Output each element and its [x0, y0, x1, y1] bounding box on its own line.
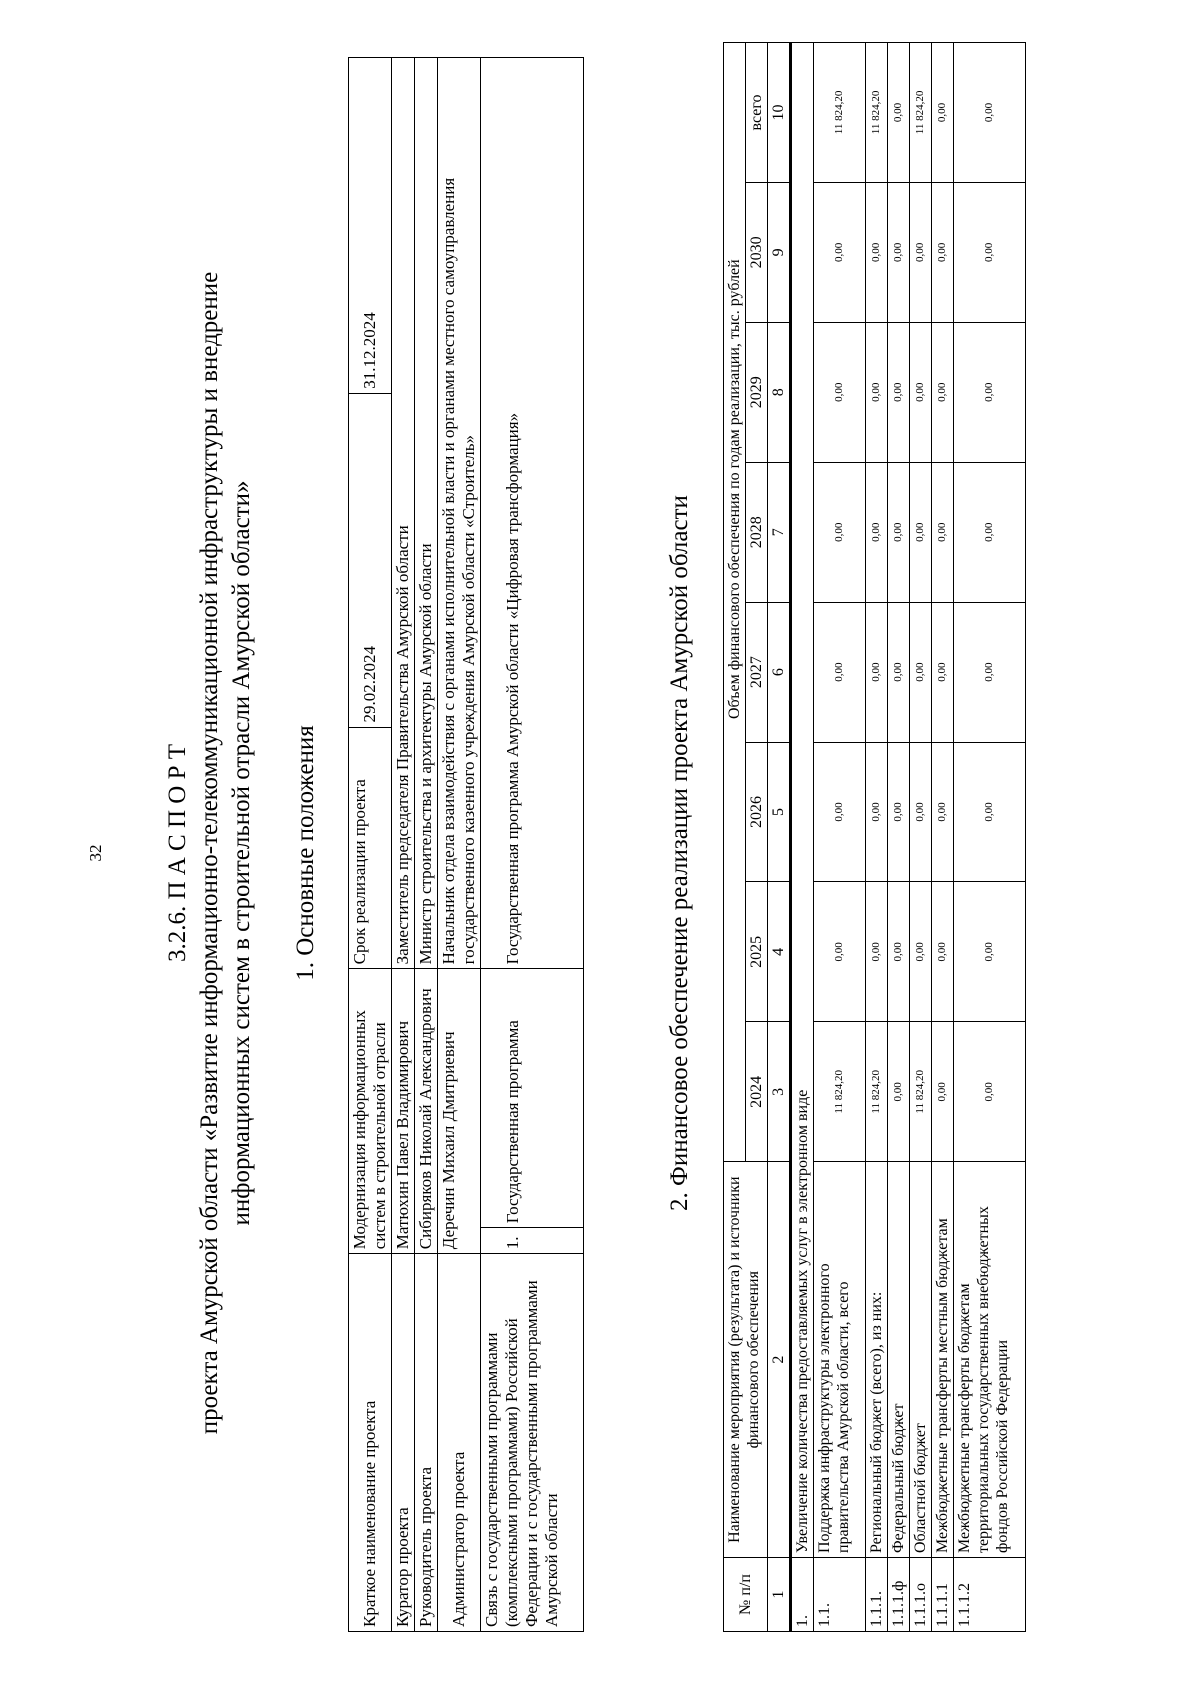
- link-number: 1.: [481, 1228, 584, 1254]
- leader-label: Руководитель проекта: [415, 1254, 438, 1632]
- row-value: 0,00: [932, 882, 954, 1022]
- col-header-year: 2029: [746, 322, 768, 462]
- goal-row: [791, 43, 814, 1632]
- row-value: 0,00: [814, 602, 866, 742]
- col-header-year: 2027: [746, 602, 768, 742]
- row-value: 0,00: [814, 182, 866, 322]
- curator-position: Заместитель председателя Правительства Амурской области: [392, 58, 415, 969]
- admin-label: Администратор проекта: [438, 1254, 481, 1632]
- period-label: Срок реализации проекта: [349, 727, 392, 969]
- row-value: 0,00: [932, 602, 954, 742]
- goal-number: 1.: [791, 1558, 814, 1632]
- row-name: Областной бюджет: [910, 1162, 932, 1558]
- title-line-1: 3.2.6. П А С П О Р Т: [164, 743, 191, 963]
- col-header-name: Наименование мероприятия (результата) и источники финансового обеспечения: [724, 1162, 768, 1558]
- row-value: 11 824,20: [910, 1022, 932, 1162]
- row-value: 0,00: [910, 602, 932, 742]
- row-value: 0,00: [866, 322, 888, 462]
- row-value: 0,00: [910, 182, 932, 322]
- column-number: 9: [768, 182, 791, 322]
- row-value: 11 824,20: [866, 43, 888, 183]
- link-value: Государственная программа Амурской области «Цифровая трансформация»: [481, 58, 584, 969]
- row-value: 0,00: [866, 182, 888, 322]
- col-header-year: 2025: [746, 882, 768, 1022]
- row-value: 0,00: [932, 462, 954, 602]
- col-header-year: 2030: [746, 182, 768, 322]
- page-number: 32: [86, 844, 105, 862]
- col-header-year: 2028: [746, 462, 768, 602]
- table-row: [481, 58, 584, 1632]
- row-value: 0,00: [888, 43, 910, 183]
- column-number: 2: [768, 1162, 791, 1558]
- row-number: 1.1.1.1: [932, 1558, 954, 1632]
- curator-name: Матюхин Павел Владимирович: [392, 969, 415, 1254]
- row-value: 0,00: [910, 322, 932, 462]
- row-value: 0,00: [954, 742, 1026, 882]
- leader-name: Сибиряков Николай Александрович: [415, 969, 438, 1254]
- row-value: 0,00: [954, 462, 1026, 602]
- row-value: 11 824,20: [910, 43, 932, 183]
- document-title: [162, 0, 258, 1706]
- row-value: 0,00: [888, 462, 910, 602]
- title-line-2: проекта Амурской области «Развитие информационно-телекоммуникационной инфраструктуры и внедрение: [196, 271, 223, 1435]
- column-number-row: [768, 43, 791, 1632]
- table-row: [349, 58, 392, 1632]
- row-value: 0,00: [910, 882, 932, 1022]
- row-value: 0,00: [888, 742, 910, 882]
- col-header-year: 2024: [746, 1022, 768, 1162]
- row-value: 0,00: [866, 462, 888, 602]
- row-name: Федеральный бюджет: [888, 1162, 910, 1558]
- admin-position: Начальник отдела взаимодействия с органами исполнительной власти и органами местного самоуправления государственного казенного учреждения Амурской области «Строитель»: [438, 58, 481, 969]
- row-name: Межбюджетные трансферты бюджетам территориальных государственных внебюджетных фондов Российской Федерации: [954, 1162, 1026, 1558]
- row-value: 0,00: [932, 322, 954, 462]
- short-name-label: Краткое наименование проекта: [349, 1254, 392, 1632]
- row-value: 0,00: [910, 462, 932, 602]
- table-row: [866, 43, 888, 1632]
- link-label: Связь с государственными программами (комплексными программами) Российской Федерации и с государственными программами Амурской области: [481, 1254, 584, 1632]
- column-number: 6: [768, 602, 791, 742]
- row-value: 0,00: [866, 882, 888, 1022]
- column-number: 1: [768, 1558, 791, 1632]
- row-value: 0,00: [954, 1022, 1026, 1162]
- row-value: 0,00: [910, 742, 932, 882]
- row-number: 1.1.: [814, 1558, 866, 1632]
- row-value: 11 824,20: [866, 1022, 888, 1162]
- leader-position: Министр строительства и архитектуры Амурской области: [415, 58, 438, 969]
- goal-text: Увеличение количества предоставляемых услуг в электронном виде: [791, 43, 814, 1558]
- row-value: 0,00: [888, 1022, 910, 1162]
- row-value: 0,00: [932, 43, 954, 183]
- column-number: 8: [768, 322, 791, 462]
- row-value: 11 824,20: [814, 1022, 866, 1162]
- column-number: 10: [768, 43, 791, 183]
- row-value: 0,00: [814, 322, 866, 462]
- section1-heading: 1. Основные положения: [292, 725, 319, 981]
- link-type: Государственная программа: [481, 969, 584, 1228]
- row-value: 0,00: [866, 602, 888, 742]
- table-row: [415, 58, 438, 1632]
- row-value: 0,00: [954, 43, 1026, 183]
- table-row: [910, 43, 932, 1632]
- curator-label: Куратор проекта: [392, 1254, 415, 1632]
- financing-table: [723, 42, 1026, 1632]
- row-value: 0,00: [954, 322, 1026, 462]
- row-name: Межбюджетные трансферты местным бюджетам: [932, 1162, 954, 1558]
- row-value: 11 824,20: [814, 43, 866, 183]
- table-row: [888, 43, 910, 1632]
- column-number: 3: [768, 1022, 791, 1162]
- main-provisions-table: [348, 57, 584, 1632]
- row-value: 0,00: [814, 742, 866, 882]
- row-name: Региональный бюджет (всего), из них:: [866, 1162, 888, 1558]
- column-number: 5: [768, 742, 791, 882]
- period-end: 31.12.2024: [349, 58, 392, 394]
- row-value: 0,00: [888, 182, 910, 322]
- table-row: [814, 43, 866, 1632]
- table-row: [392, 58, 415, 1632]
- col-header-total: всего: [746, 43, 768, 183]
- row-value: 0,00: [932, 1022, 954, 1162]
- row-value: 0,00: [954, 602, 1026, 742]
- row-number: 1.1.1.2: [954, 1558, 1026, 1632]
- col-header-volume: Объем финансового обеспечения по годам реализации, тыс. рублей: [724, 43, 746, 1162]
- row-value: 0,00: [932, 742, 954, 882]
- col-header-year: 2026: [746, 742, 768, 882]
- column-number: 4: [768, 882, 791, 1022]
- table-header-row: [724, 43, 746, 1632]
- section2-heading: 2. Финансовое обеспечение реализации проекта Амурской области: [666, 495, 693, 1211]
- row-value: 0,00: [954, 182, 1026, 322]
- row-name: Поддержка инфраструктуры электронного правительства Амурской области, всего: [814, 1162, 866, 1558]
- row-value: 0,00: [954, 882, 1026, 1022]
- row-value: 0,00: [814, 882, 866, 1022]
- row-number: 1.1.1.ф: [888, 1558, 910, 1632]
- row-value: 0,00: [814, 462, 866, 602]
- period-start: 29.02.2024: [349, 393, 392, 727]
- admin-name: Деречин Михаил Дмитриевич: [438, 969, 481, 1254]
- column-number: 7: [768, 462, 791, 602]
- table-row: [954, 43, 1026, 1632]
- short-name-value: Модернизация информационных систем в строительной отрасли: [349, 969, 392, 1254]
- row-number: 1.1.1.: [866, 1558, 888, 1632]
- row-value: 0,00: [888, 602, 910, 742]
- col-header-no: № п/п: [724, 1558, 768, 1632]
- row-value: 0,00: [888, 322, 910, 462]
- row-value: 0,00: [866, 742, 888, 882]
- row-value: 0,00: [888, 882, 910, 1022]
- table-row: [438, 58, 481, 1632]
- row-value: 0,00: [932, 182, 954, 322]
- row-number: 1.1.1.о: [910, 1558, 932, 1632]
- title-line-3: информационных систем в строительной отрасли Амурской области»: [228, 480, 255, 1226]
- table-row: [932, 43, 954, 1632]
